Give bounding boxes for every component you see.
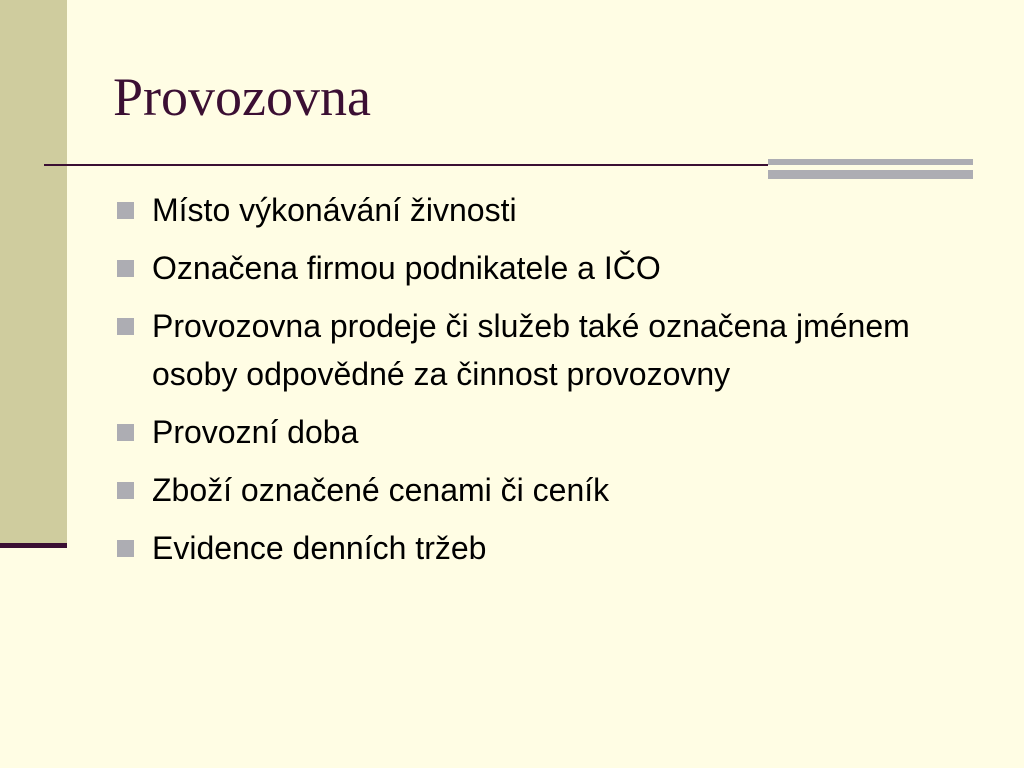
title-divider-gray-bar-bottom <box>768 170 973 179</box>
title-divider-line <box>44 164 768 166</box>
bullet-item <box>115 466 965 514</box>
square-bullet-icon <box>117 318 134 335</box>
bullet-item <box>115 186 965 234</box>
bullet-item <box>115 524 965 572</box>
square-bullet-icon <box>117 540 134 557</box>
slide-side-bar <box>0 0 67 543</box>
square-bullet-icon <box>117 482 134 499</box>
bullet-list <box>115 186 965 582</box>
bullet-text: Provozní doba <box>152 414 359 450</box>
bullet-item <box>115 244 965 292</box>
bullet-text: Provozovna prodeje či služeb také označena jménem osoby odpovědné za činnost provozovny <box>152 308 910 392</box>
slide-title: Provozovna <box>113 67 371 127</box>
bullet-text: Zboží označené cenami či ceník <box>152 472 610 508</box>
bullet-text: Označena firmou podnikatele a IČO <box>152 250 661 286</box>
square-bullet-icon <box>117 424 134 441</box>
bullet-text: Evidence denních tržeb <box>152 530 487 566</box>
square-bullet-icon <box>117 202 134 219</box>
bullet-text: Místo výkonávání živnosti <box>152 192 517 228</box>
square-bullet-icon <box>117 260 134 277</box>
bullet-item <box>115 302 965 398</box>
slide-side-accent-line <box>0 543 67 548</box>
title-divider-gray-bar-top <box>768 159 973 165</box>
bullet-item <box>115 408 965 456</box>
